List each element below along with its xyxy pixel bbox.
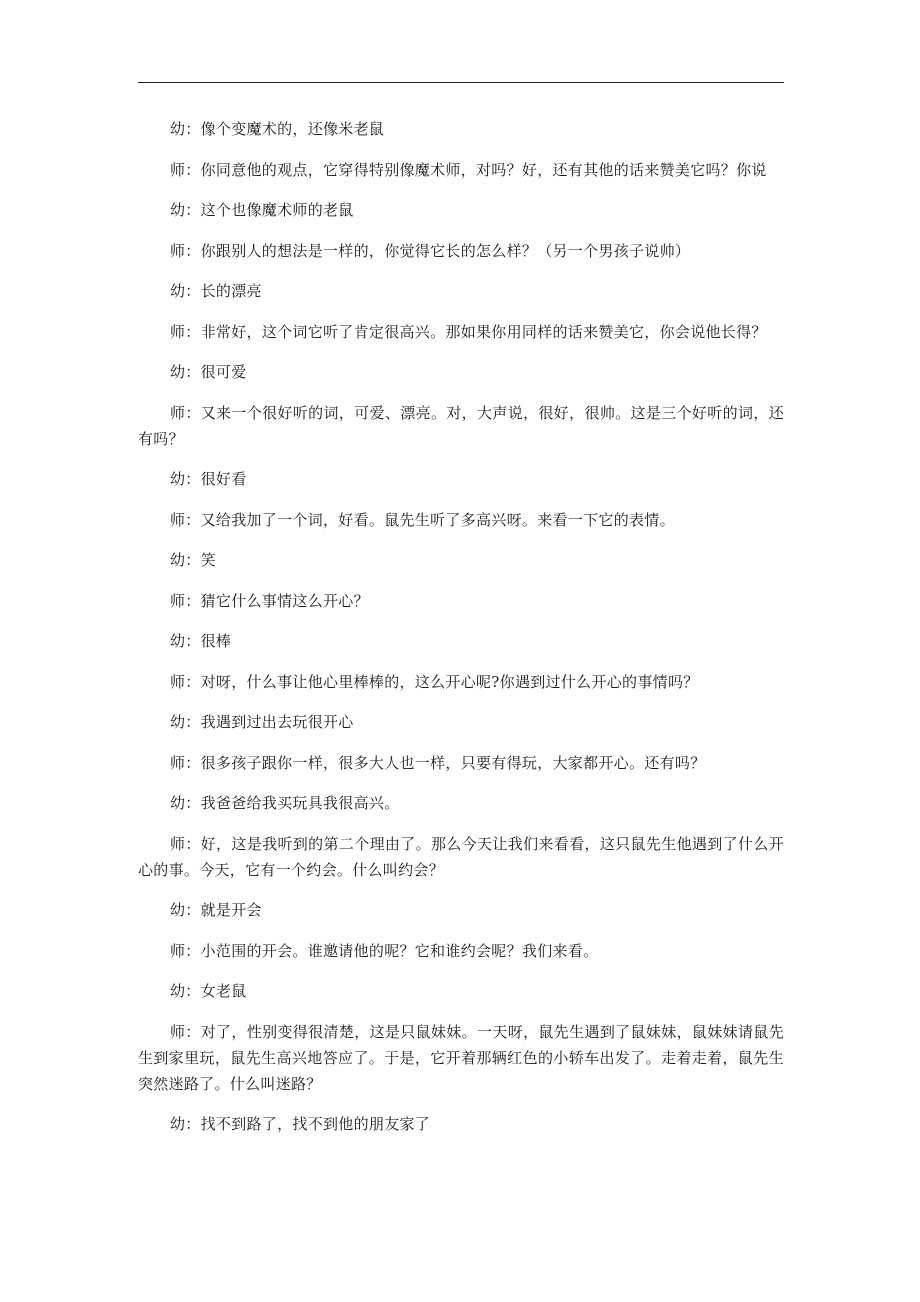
dialogue-line: 师：你同意他的观点，它穿得特别像魔术师，对吗？好，还有其他的话来赞美它吗？你说 [170, 160, 767, 179]
dialogue-line: 幼：女老鼠 [170, 982, 247, 1000]
dialogue-line: 幼：找不到路了，找不到他的朋友家了 [170, 1115, 431, 1133]
dialogue-line: 师：好，这是我听到的第二个理由了。那么今天让我们来看看，这只鼠先生他遇到了什么开心的事。今天，它有一个约会。什么叫约会？ [138, 834, 784, 879]
dialogue-line: 师：对了，性别变得很清楚，这是只鼠妹妹。一天呀，鼠先生遇到了鼠妹妹，鼠妹妹请鼠先生到家里玩，鼠先生高兴地答应了。于是，它开着那辆红色的小轿车出发了。走着走着，鼠先生突然迷路了。什么叫迷路？ [138, 1022, 784, 1093]
dialogue-line: 师：对呀，什么事让他心里棒棒的，这么开心呢?你遇到过什么开心的事情吗？ [170, 672, 699, 691]
document-body [138, 116, 784, 1152]
dialogue-line: 幼：很棒 [170, 632, 232, 650]
dialogue-line: 幼：这个也像魔术师的老鼠 [170, 201, 354, 219]
dialogue-line: 幼：我遇到过出去玩很开心 [170, 713, 354, 731]
dialogue-line: 师：很多孩子跟你一样，很多大人也一样，只要有得玩，大家都开心。还有吗？ [170, 753, 706, 772]
dialogue-line: 幼：很好看 [170, 470, 247, 488]
dialogue-line: 师：小范围的开会。谁邀请他的呢？它和谁约会呢？我们来看。 [170, 941, 599, 960]
dialogue-line: 幼：长的漂亮 [170, 282, 262, 300]
dialogue-line: 师：又来一个很好听的词，可爱、漂亮。对，大声说，很好，很帅。这是三个好听的词，还有吗？ [138, 403, 784, 448]
dialogue-line: 师：又给我加了一个词，好看。鼠先生听了多高兴呀。来看一下它的表情。 [170, 510, 675, 529]
dialogue-line: 幼：我爸爸给我买玩具我很高兴。 [170, 794, 400, 812]
dialogue-line: 幼：笑 [170, 551, 216, 569]
dialogue-line: 师：你跟别人的想法是一样的，你觉得它长的怎么样？（另一个男孩子说帅） [170, 241, 691, 260]
dialogue-line: 幼：就是开会 [170, 901, 262, 919]
dialogue-line: 师：非常好，这个词它听了肯定很高兴。那如果你用同样的话来赞美它，你会说他长得？ [170, 322, 767, 341]
dialogue-line: 幼：很可爱 [170, 363, 247, 381]
header-rule [138, 82, 784, 83]
dialogue-line: 师：猜它什么事情这么开心？ [170, 591, 369, 610]
dialogue-line: 幼：像个变魔术的，还像米老鼠 [170, 120, 385, 138]
